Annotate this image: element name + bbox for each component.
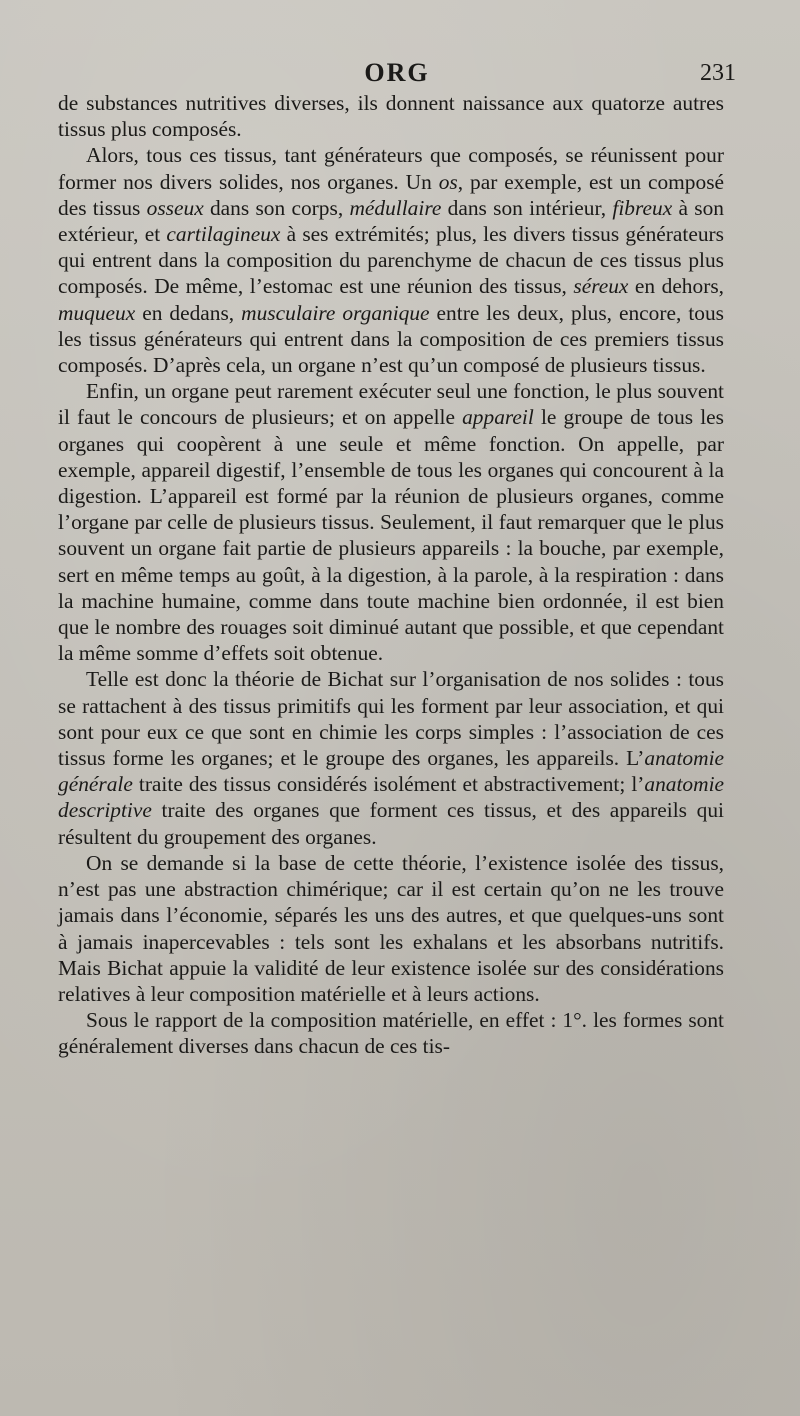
italic-term: musculaire organique: [241, 300, 430, 325]
paragraph-text: On se demande si la base de cette théorie, l’existence isolée des tissus, n’est pas une abstraction chimérique; car il est certain qu’on ne les trouve jamais dans l’économie, séparés les uns des autres, et que quelques-uns sont à jamais inapercevables : tels sont les exhalans et les absorbans nutritifs. Mais Bichat appuie la validité de leur existence isolée sur des considérations relatives à leur composition matérielle et à leurs actions.: [58, 850, 724, 1006]
paragraph-text: , par exemple, est un composé des tissus: [58, 169, 725, 220]
paragraph: [58, 850, 724, 1007]
italic-term: fibreux: [612, 195, 673, 220]
italic-term: appareil: [462, 405, 534, 430]
paragraph-text: Enfin, un organe peut rarement exécuter seul une fonction, le plus souvent il faut le concours de plusieurs; et on appelle: [58, 379, 724, 430]
running-head: ORG: [364, 58, 430, 87]
italic-term: cartilagineux: [166, 222, 281, 247]
paragraph-text: traite des organes que forment ces tissus, et des appareils qui résultent du groupement des organes.: [58, 798, 724, 849]
paragraph: [58, 90, 724, 142]
paragraph-text: en dedans,: [135, 300, 242, 325]
paragraph-text: à son extérieur, et: [58, 195, 724, 247]
paragraph: [58, 142, 724, 378]
paragraph-text: dans son corps,: [203, 195, 350, 220]
page-number: 231: [700, 60, 736, 86]
italic-term: médullaire: [349, 195, 442, 220]
italic-term: anatomie descriptive: [58, 772, 724, 823]
paragraph-text: traite des tissus considérés isolément et abstractivement; l’: [132, 772, 645, 797]
body-text: [58, 90, 724, 1060]
paragraph-text: Alors, tous ces tissus, tant générateurs que composés, se réunissent pour former nos divers solides, nos organes. Un: [58, 143, 724, 194]
italic-term: muqueux: [58, 300, 136, 325]
paragraph-text: Sous le rapport de la composition matérielle, en effet : 1°. les formes sont généralement diverses dans chacun de ces tis-: [58, 1008, 724, 1059]
paragraph: [58, 1007, 724, 1059]
page-header: [58, 58, 736, 92]
paragraph-text: le groupe de tous les organes qui coopèrent à une seule et même fonction. On appelle, par exemple, appareil digestif, l’ensemble de tous les organes qui concourent à la digestion. L’appareil est formé par la réunion de plusieurs organes, comme l’organe par celle de plusieurs tissus. Seulement, il faut remarquer que le plus souvent un organe fait partie de plusieurs appareils : la bouche, par exemple, sert en même temps au goût, à la digestion, à la parole, à la respiration : dans la machine humaine, comme dans toute machine bien ordonnée, il est bien que le nombre des rouages soit diminué autant que possible, et que cependant la même somme d’effets soit obtenue.: [58, 405, 725, 666]
paragraph-text: dans son intérieur,: [441, 195, 613, 220]
paragraph-text: à ses extrémités; plus, les divers tissus générateurs qui entrent dans la composition du parenchyme de chacun de ces tissus plus composés. De même, l’estomac est une réunion des tissus,: [58, 222, 724, 299]
paragraph: [58, 666, 724, 849]
italic-term: séreux: [573, 274, 629, 299]
italic-term: os: [438, 169, 458, 194]
paragraph-text: entre les deux, plus, encore, tous les tissus générateurs qui entrent dans la composition de ces premiers tissus composés. D’après cela, un organe n’est qu’un composé de plusieurs tissus.: [58, 300, 724, 378]
paragraph-text: de substances nutritives diverses, ils donnent naissance aux quatorze autres tissus plus composés.: [58, 91, 724, 142]
paragraph: [58, 378, 724, 666]
italic-term: osseux: [146, 195, 204, 220]
paragraph-text: Telle est donc la théorie de Bichat sur l’organisation de nos solides : tous se rattachent à des tissus primitifs qui les forment par leur association, et qui sont pour eux ce que sont en chimie les corps simples : l’association de ces tissus forme les organes; et le groupe des organes, les appareils. L’: [58, 667, 724, 771]
paragraph-text: en dehors,: [628, 274, 724, 299]
italic-term: anatomie générale: [58, 746, 724, 797]
